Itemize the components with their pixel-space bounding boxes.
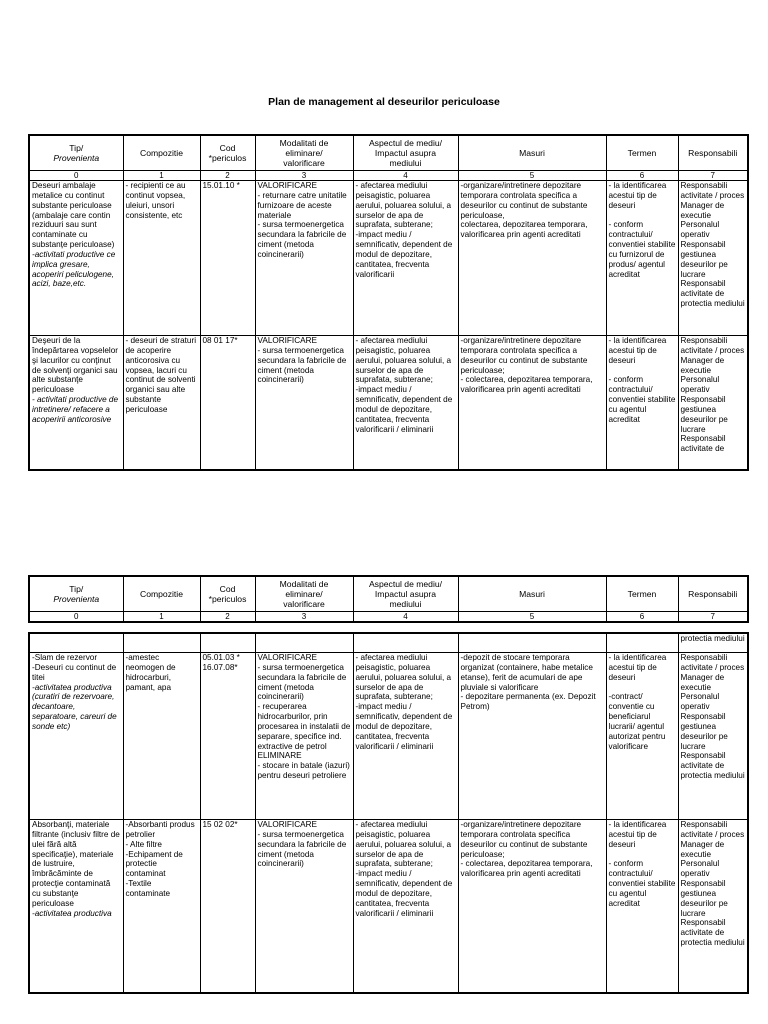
header-tip: Tip/ Provenienta: [29, 135, 123, 171]
cell-empty: [353, 633, 458, 653]
col-number: 0: [29, 612, 123, 623]
cell-cod: 05.01.03 * 16.07.08*: [200, 653, 255, 820]
header-row: [29, 576, 748, 612]
column-number-row: [29, 171, 748, 181]
header-row: [29, 135, 748, 171]
cell-modalitati: VALORIFICARE - sursa termoenergetica secundara la fabricile de ciment (metoda coincinerarii) - recuperarea hidrocarburilor, prin procesarea in instalatii de separare, specifice ind. extractive de petrol ELIMINARE - stocare in batale (iazuri) pentru deseuri petroliere: [255, 653, 353, 820]
header-compozitie: Compozitie: [123, 135, 200, 171]
cell-tip: Absorbanţi, materiale filtrante (inclusiv filtre de ulei fără altă specificaţie), materiale de lustruire, îmbrăcăminte de protecţie contaminată cu substanţe periculoase -activitatea productiva: [29, 820, 123, 994]
header-masuri: Masuri: [458, 576, 606, 612]
cell-termen: - la identificarea acestui tip de deseuri - conform contractului/ conventiei stabilite cu agentul acreditat: [606, 336, 678, 471]
cell-empty: [123, 633, 200, 653]
cell-aspect: - afectarea mediului peisagistic, poluarea aerului, poluarea solului, a surselor de apa de suprafata, subterane; -impact mediu / semnificativ, dependent de modul de depozitare, cantitatea, frecventa valorificarii / eliminarii: [353, 653, 458, 820]
cell-responsabili: Responsabili activitate / proces Manager de executie Personalul operativ Responsabil gestiunea deseurilor pe lucrare Responsabil activitate de protectia mediului: [678, 820, 748, 994]
cell-empty: [255, 633, 353, 653]
cell-modalitati: VALORIFICARE - sursa termoenergetica secundara la fabricile de ciment (metoda coincinerarii): [255, 336, 353, 471]
table-row: [29, 181, 748, 336]
col-number: 1: [123, 171, 200, 181]
col-number: 5: [458, 612, 606, 623]
table-row-continuation: [29, 633, 748, 653]
header-tip: Tip/ Provenienta: [29, 576, 123, 612]
cell-cod: 15.01.10 *: [200, 181, 255, 336]
cell-tip: Deseuri ambalaje metalice cu continut substante periculoase (ambalaje care contin reziduuri sau sunt contaminate cu substanțe periculoase) -activitati productive ce implica gresare, acoperiri peliculogene, acizi, baze,etc.: [29, 181, 123, 336]
table-row: [29, 820, 748, 994]
header-modalitati: Modalitati de eliminare/ valorificare: [255, 135, 353, 171]
header-masuri: Masuri: [458, 135, 606, 171]
cell-masuri: -organizare/intretinere depozitare temporara controlata specifica a deseurilor cu continut de substante periculoase; - colectarea, depozitarea temporara, valorificarea prin agenti acreditati: [458, 336, 606, 471]
cell-masuri: -organizare/intretinere depozitare temporara controlata specifica a deseurilor cu continut de substante periculoase, colectarea, depozitarea temporara, valorificarea prin agenti acreditati: [458, 181, 606, 336]
col-number: 5: [458, 171, 606, 181]
cell-aspect: - afectarea mediului peisagistic, poluarea aerului, poluarea solului, a surselor de apa de suprafata, subterane; -impact mediu / semnificativ, dependent de modul de depozitare, cantitatea, frecventa valorificarii / eliminarii: [353, 336, 458, 471]
col-number: 6: [606, 171, 678, 181]
cell-cod: 08 01 17*: [200, 336, 255, 471]
col-number: 1: [123, 612, 200, 623]
header-responsabili: Responsabili: [678, 135, 748, 171]
cell-compozitie: - deseuri de straturi de acoperire anticorosiva cu vopsea, lacuri cu continut de solventi organici sau alte substante periculoase: [123, 336, 200, 471]
col-number: 3: [255, 171, 353, 181]
header-cod: Cod *periculos: [200, 135, 255, 171]
waste-table-2-header: [28, 575, 749, 623]
header-responsabili: Responsabili: [678, 576, 748, 612]
waste-table-2: [28, 632, 749, 994]
cell-masuri: -organizare/intretinere depozitare temporara controlata specifica deseurilor cu continut de substante periculoase; - colectarea, depozitarea temporara, valorificarea prin agenti acreditati: [458, 820, 606, 994]
cell-compozitie: - recipienti ce au continut vopsea, uleiuri, unsori consistente, etc: [123, 181, 200, 336]
cell-empty: [29, 633, 123, 653]
col-number: 2: [200, 612, 255, 623]
cell-empty: [200, 633, 255, 653]
col-number: 7: [678, 612, 748, 623]
cell-responsabili: protectia mediului: [678, 633, 748, 653]
cell-empty: [458, 633, 606, 653]
document-title: Plan de management al deseurilor periculoase: [268, 96, 500, 108]
header-cod: Cod *periculos: [200, 576, 255, 612]
header-modalitati: Modalitati de eliminare/ valorificare: [255, 576, 353, 612]
cell-modalitati: VALORIFICARE - returnare catre unitatile furnizoare de aceste materiale - sursa termoenergetica secundara la fabricile de ciment (metoda coincinerarii): [255, 181, 353, 336]
header-aspect: Aspectul de mediu/ Impactul asupra mediului: [353, 576, 458, 612]
cell-aspect: - afectarea mediului peisagistic, poluarea aerului, poluarea solului, a surselor de apa de suprafata, subterane; -impact mediu / semnificativ, dependent de modul de depozitare, cantitatea, frecventa valorificarii / eliminarii: [353, 820, 458, 994]
col-number: 3: [255, 612, 353, 623]
cell-compozitie: -amestec neomogen de hidrocarburi, pamant, apa: [123, 653, 200, 820]
cell-modalitati: VALORIFICARE - sursa termoenergetica secundara la fabricile de ciment (metoda coincinerarii): [255, 820, 353, 994]
cell-responsabili: Responsabili activitate / proces Manager de executie Personalul operativ Responsabil gestiunea deseurilor pe lucrare Responsabil activitate de protectia mediului: [678, 181, 748, 336]
cell-aspect: - afectarea mediului peisagistic, poluarea aerului, poluarea solului, a surselor de apa de suprafata, subterane; -impact mediu / semnificativ, dependent de modul de depozitare, cantitatea, frecventa valorificarii: [353, 181, 458, 336]
cell-termen: - la identificarea acestui tip de deseuri - conform contractului/ conventiei stabilite cu agentul acreditat: [606, 820, 678, 994]
cell-responsabili: Responsabili activitate / proces Manager de executie Personalul operativ Responsabil gestiunea deseurilor pe lucrare Responsabil activitate de protectia mediului: [678, 653, 748, 820]
cell-cod: 15 02 02*: [200, 820, 255, 994]
col-number: 4: [353, 612, 458, 623]
cell-masuri: -depozit de stocare temporara organizat (containere, habe metalice etanse), ferit de acumulari de ape pluviale si valorificare - depozitare permanenta (ex. Depozit Petrom): [458, 653, 606, 820]
column-number-row: [29, 612, 748, 623]
waste-table-1: [28, 134, 749, 471]
header-termen: Termen: [606, 135, 678, 171]
col-number: 4: [353, 171, 458, 181]
header-aspect: Aspectul de mediu/ Impactul asupra mediului: [353, 135, 458, 171]
cell-tip: Deşeuri de la îndepărtarea vopselelor şi lacurilor cu conţinut de solvenţi organici sau alte substanţe periculoase - activitati productive de intretinere/ refacere a acoperirii anticorosive: [29, 336, 123, 471]
cell-responsabili: Responsabili activitate / proces Manager de executie Personalul operativ Responsabil gestiunea deseurilor pe lucrare Responsabil activitate de: [678, 336, 748, 471]
col-number: 0: [29, 171, 123, 181]
col-number: 7: [678, 171, 748, 181]
table-row: [29, 336, 748, 471]
col-number: 2: [200, 171, 255, 181]
header-termen: Termen: [606, 576, 678, 612]
col-number: 6: [606, 612, 678, 623]
cell-termen: - la identificarea acestui tip de deseuri - conform contractului/ conventiei stabilite cu furnizorul de produs/ agentul acreditat: [606, 181, 678, 336]
cell-empty: [606, 633, 678, 653]
cell-compozitie: -Absorbanti produs petrolier - Alte filtre -Echipament de protectie contaminat -Textile contaminate: [123, 820, 200, 994]
table-row: [29, 653, 748, 820]
cell-termen: - la identificarea acestui tip de deseuri -contract/ conventie cu beneficiarul lucrarii/ agentul autorizat pentru valorificare: [606, 653, 678, 820]
cell-tip: -Slam de rezervor -Deseuri cu continut de titei -activitatea productiva (curatiri de rezervoare, decantoare, separatoare, careuri de sonde etc): [29, 653, 123, 820]
header-compozitie: Compozitie: [123, 576, 200, 612]
